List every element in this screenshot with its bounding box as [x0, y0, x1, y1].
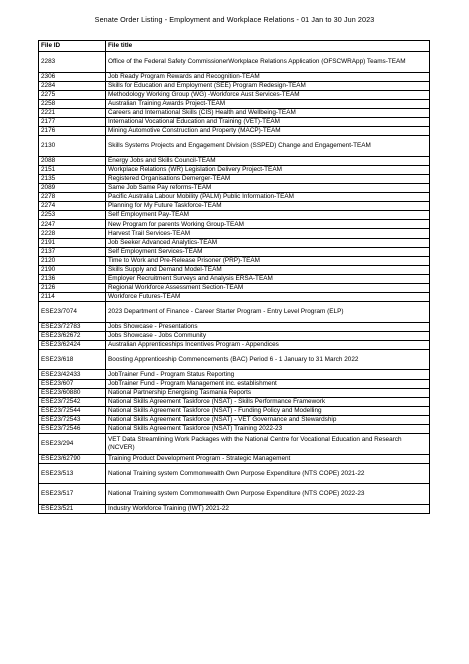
table-row [39, 349, 430, 370]
file-id-cell: ESE23/607 [39, 379, 106, 388]
table-row [39, 454, 430, 463]
table-row [39, 156, 430, 165]
file-id-cell: 2283 [39, 52, 106, 73]
file-title-cell: Job Seeker Advanced Analytics-TEAM [106, 238, 430, 247]
file-id-cell: 2247 [39, 220, 106, 229]
table-row [39, 504, 430, 513]
file-id-cell: 2089 [39, 183, 106, 192]
table-body [39, 52, 430, 514]
file-title-cell: National Partnership Energising Tasmania Reports [106, 388, 430, 397]
file-id-cell: 2278 [39, 193, 106, 202]
file-title-cell: Skills Systems Projects and Engagement Division (SSPED) Change and Engagement-TEAM [106, 136, 430, 157]
file-title-cell: Regional Workforce Assessment Section-TEAM [106, 283, 430, 292]
file-id-cell: ESE23/72543 [39, 415, 106, 424]
file-id-cell: ESE23/513 [39, 463, 106, 484]
table-row [39, 90, 430, 99]
table-row [39, 379, 430, 388]
table-row [39, 415, 430, 424]
file-id-cell: 2253 [39, 211, 106, 220]
table-row [39, 425, 430, 434]
table-row [39, 484, 430, 505]
file-id-cell: 2114 [39, 293, 106, 302]
table-row [39, 397, 430, 406]
table-row [39, 127, 430, 136]
table-row [39, 274, 430, 283]
table-row [39, 211, 430, 220]
file-id-cell: ESE23/62424 [39, 340, 106, 349]
file-id-cell: 2274 [39, 202, 106, 211]
file-id-cell: 2088 [39, 156, 106, 165]
file-title-cell: Skills Supply and Demand Model-TEAM [106, 265, 430, 274]
file-id-cell: ESE23/294 [39, 434, 106, 455]
table-row [39, 136, 430, 157]
table-row [39, 99, 430, 108]
file-id-cell: ESE23/60880 [39, 388, 106, 397]
file-title-cell: Australian Training Awards Project-TEAM [106, 99, 430, 108]
file-id-cell: 2130 [39, 136, 106, 157]
table-row [39, 293, 430, 302]
file-id-cell: 2190 [39, 265, 106, 274]
file-id-cell: ESE23/62790 [39, 454, 106, 463]
file-title-cell: Jobs Showcase - Jobs Community [106, 331, 430, 340]
file-title-cell: Planning for My Future Taskforce-TEAM [106, 202, 430, 211]
file-title-cell: 2023 Department of Finance - Career Starter Program - Entry Level Program (ELP) [106, 302, 430, 323]
table-row [39, 406, 430, 415]
file-id-cell: ESE23/517 [39, 484, 106, 505]
table-row [39, 81, 430, 90]
file-title-cell: Self Employment Services-TEAM [106, 247, 430, 256]
file-id-cell: ESE23/521 [39, 504, 106, 513]
file-title-cell: Same Job Same Pay reforms-TEAM [106, 183, 430, 192]
table-row [39, 370, 430, 379]
table-row [39, 256, 430, 265]
file-title-cell: Australian Apprenticeships Incentives Program - Appendices [106, 340, 430, 349]
table-row [39, 247, 430, 256]
table-row [39, 302, 430, 323]
table-row [39, 165, 430, 174]
file-id-cell: 2177 [39, 117, 106, 126]
file-title-cell: Workplace Relations (WR) Legislation Delivery Project-TEAM [106, 165, 430, 174]
file-title-cell: Employer Recruitment Surveys and Analysis ERSA-TEAM [106, 274, 430, 283]
file-title-cell: JobTrainer Fund - Program Status Reporting [106, 370, 430, 379]
table-row [39, 108, 430, 117]
file-title-cell: Jobs Showcase - Presentations [106, 322, 430, 331]
file-title-cell: Energy Jobs and Skills Council-TEAM [106, 156, 430, 165]
table-header-row [39, 41, 430, 52]
file-id-cell: 2191 [39, 238, 106, 247]
table-row [39, 220, 430, 229]
file-id-cell: ESE23/7074 [39, 302, 106, 323]
file-title-cell: National Skills Agreement Taskforce (NSAT) Training 2022-23 [106, 425, 430, 434]
file-id-cell: 2258 [39, 99, 106, 108]
table-row [39, 72, 430, 81]
file-id-cell: ESE23/72546 [39, 425, 106, 434]
table-row [39, 434, 430, 455]
file-title-cell: Methodology Working Group (WG) -Workforce Aust Services-TEAM [106, 90, 430, 99]
file-id-cell: 2221 [39, 108, 106, 117]
file-id-cell: ESE23/72544 [39, 406, 106, 415]
file-id-cell: 2176 [39, 127, 106, 136]
table-row [39, 463, 430, 484]
table-row [39, 117, 430, 126]
file-title-cell: Job Ready Program Rewards and Recognition-TEAM [106, 72, 430, 81]
table-row [39, 265, 430, 274]
file-title-cell: National Skills Agreement Taskforce (NSAT) - Skills Performance Framework [106, 397, 430, 406]
table-row [39, 283, 430, 292]
file-title-cell: VET Data Streamlining Work Packages with the National Centre for Vocational Education and Research (NCVER) [106, 434, 430, 455]
file-title-cell: Pacific Australia Labour Mobility (PALM) Public Information-TEAM [106, 193, 430, 202]
table-row [39, 388, 430, 397]
file-id-cell: ESE23/618 [39, 349, 106, 370]
table-row [39, 340, 430, 349]
file-title-cell: New Program for parents Working Group-TEAM [106, 220, 430, 229]
file-id-cell: 2136 [39, 274, 106, 283]
file-title-cell: JobTrainer Fund - Program Management inc. establishment [106, 379, 430, 388]
table-row [39, 174, 430, 183]
file-title-cell: Mining Automotive Construction and Property (MACP)-TEAM [106, 127, 430, 136]
file-title-cell: Industry Workforce Training (IWT) 2021-22 [106, 504, 430, 513]
table-row [39, 183, 430, 192]
file-id-cell: 2151 [39, 165, 106, 174]
file-title-cell: Careers and International Skills (CIS) Health and Wellbeing-TEAM [106, 108, 430, 117]
file-title-cell: National Training system Commonwealth Own Purpose Expenditure (NTS COPE) 2022-23 [106, 484, 430, 505]
file-id-cell: 2228 [39, 229, 106, 238]
file-id-cell: 2284 [39, 81, 106, 90]
file-id-cell: 2120 [39, 256, 106, 265]
file-id-cell: 2135 [39, 174, 106, 183]
table-row [39, 238, 430, 247]
file-id-cell: 2275 [39, 90, 106, 99]
file-title-cell: Self Employment Pay-TEAM [106, 211, 430, 220]
page-title: Senate Order Listing - Employment and Workplace Relations - 01 Jan to 30 Jun 2023 [94, 15, 375, 24]
column-header-file-title: File title [106, 41, 430, 52]
file-title-cell: Boosting Apprenticeship Commencements (BAC) Period 6 - 1 January to 31 March 2022 [106, 349, 430, 370]
table-row [39, 193, 430, 202]
table-row [39, 229, 430, 238]
file-id-cell: ESE23/72542 [39, 397, 106, 406]
table-row [39, 52, 430, 73]
file-table [38, 40, 430, 514]
table-row [39, 202, 430, 211]
file-id-cell: ESE23/62672 [39, 331, 106, 340]
file-id-cell: 2126 [39, 283, 106, 292]
file-title-cell: National Skills Agreement Taskforce (NSAT) - Funding Policy and Modelling [106, 406, 430, 415]
file-title-cell: Harvest Trail Services-TEAM [106, 229, 430, 238]
table-row [39, 322, 430, 331]
file-title-cell: Skills for Education and Employment (SEE) Program Redesign-TEAM [106, 81, 430, 90]
file-id-cell: 2306 [39, 72, 106, 81]
file-id-cell: ESE23/42433 [39, 370, 106, 379]
file-id-cell: ESE23/72783 [39, 322, 106, 331]
file-title-cell: National Training system Commonwealth Own Purpose Expenditure (NTS COPE) 2021-22 [106, 463, 430, 484]
file-title-cell: Workforce Futures-TEAM [106, 293, 430, 302]
file-title-cell: Registered Organisations Demerger-TEAM [106, 174, 430, 183]
column-header-file-id: File ID [39, 41, 106, 52]
file-title-cell: Office of the Federal Safety CommissionerWorkplace Relations Application (OFSCWRApp) Teams-TEAM [106, 52, 430, 73]
table-row [39, 331, 430, 340]
file-title-cell: Training Product Development Program - Strategic Management [106, 454, 430, 463]
file-title-cell: International Vocational Education and Training (VET)-TEAM [106, 117, 430, 126]
file-id-cell: 2137 [39, 247, 106, 256]
file-title-cell: Time to Work and Pre-Release Prisoner (PRP)-TEAM [106, 256, 430, 265]
file-title-cell: National Skills Agreement Taskforce (NSAT) - VET Governance and Stewardship [106, 415, 430, 424]
